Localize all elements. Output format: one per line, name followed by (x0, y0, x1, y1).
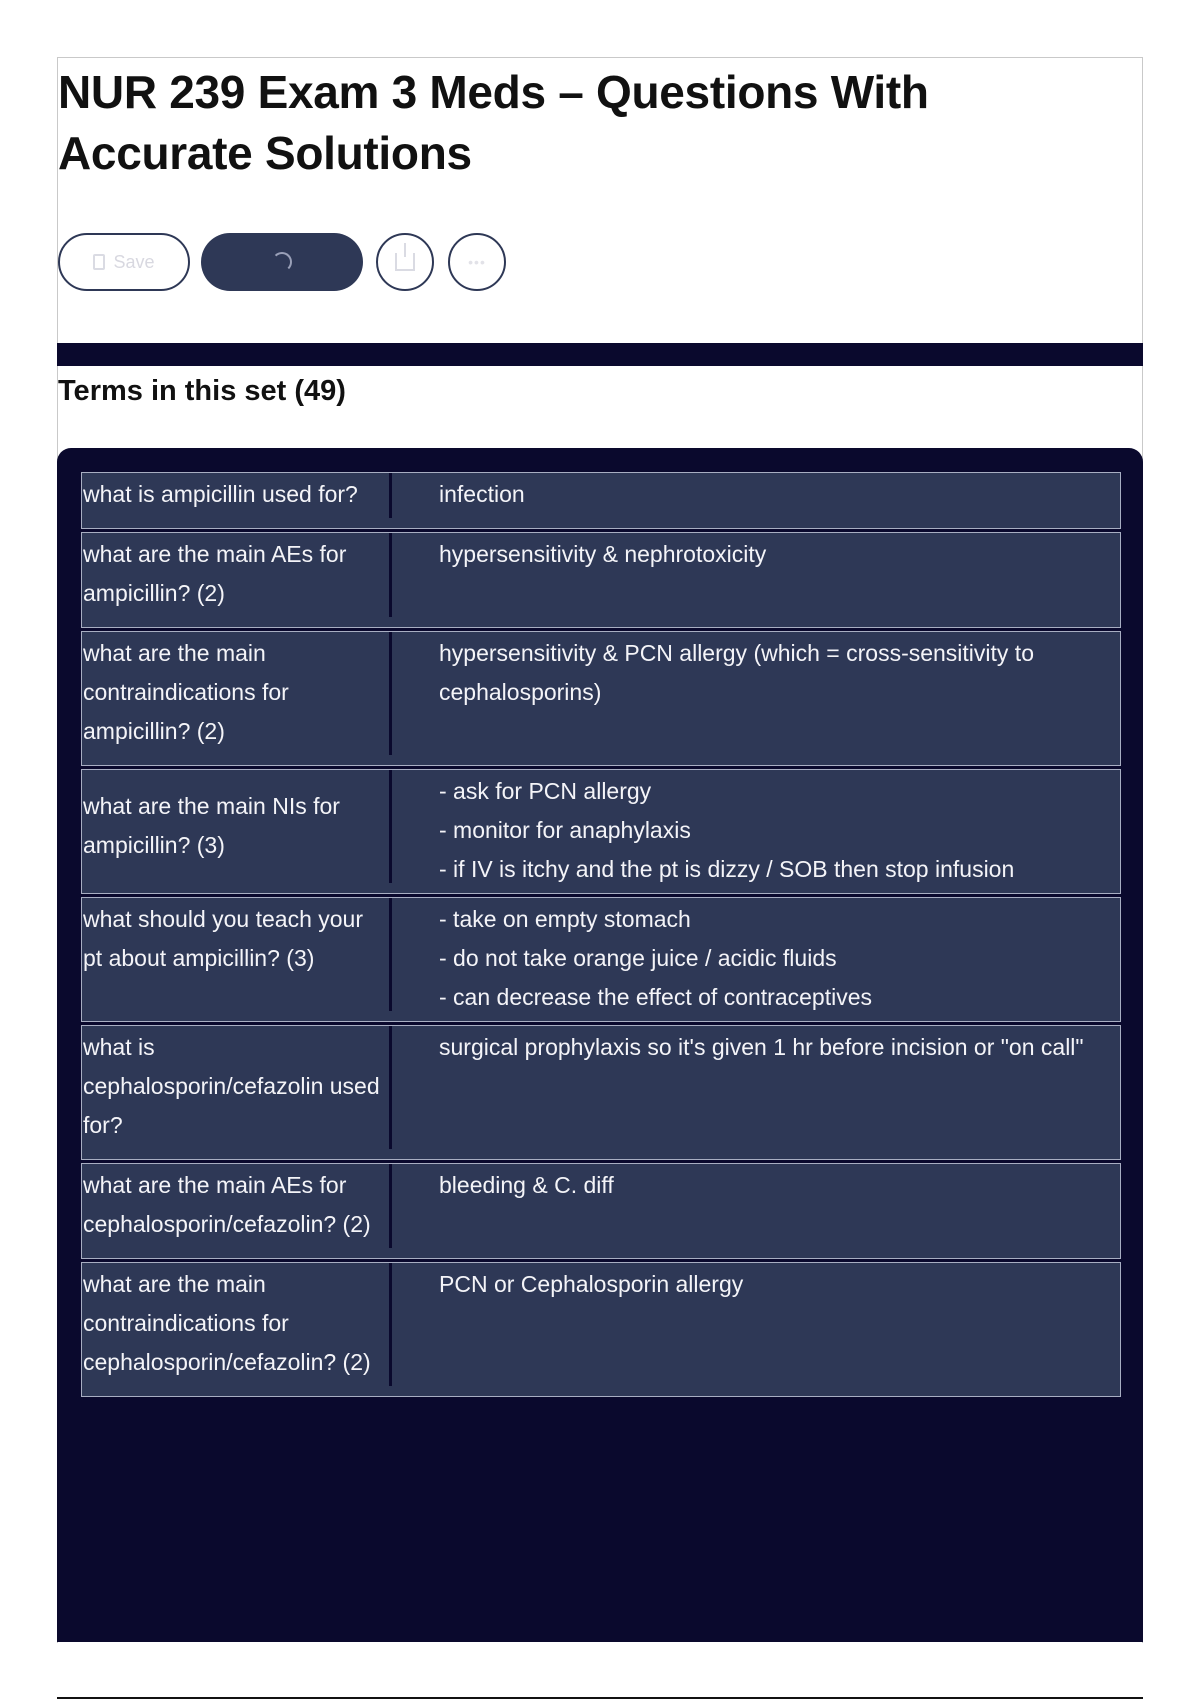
table-row (81, 1163, 1121, 1259)
term-cell: what are the main contraindications for cephalosporin/cefazolin? (2) (82, 1263, 392, 1386)
definition-cell: surgical prophylaxis so it's given 1 hr before incision or "on call" (439, 1034, 1084, 1060)
term-cell: what is cephalosporin/cefazolin used for? (82, 1026, 392, 1149)
table-row (81, 472, 1121, 529)
term-cell: what should you teach your pt about ampicillin? (3) (82, 898, 392, 1011)
bookmark-icon (93, 254, 105, 270)
definition-cell: - take on empty stomach - do not take orange juice / acidic fluids - can decrease the effect of contraceptives (439, 906, 872, 1010)
table-row (81, 532, 1121, 628)
term-cell: what are the main NIs for ampicillin? (3) (82, 770, 392, 883)
term-cell: what are the main AEs for ampicillin? (2) (82, 533, 392, 617)
definition-cell: hypersensitivity & PCN allergy (which = cross-sensitivity to cephalosporins) (439, 640, 1034, 705)
definition-cell: PCN or Cephalosporin allergy (439, 1271, 744, 1297)
save-button[interactable] (58, 233, 190, 291)
table-row (81, 1262, 1121, 1397)
definition-cell: - ask for PCN allergy - monitor for anaphylaxis - if IV is itchy and the pt is dizzy / SOB then stop infusion (439, 778, 1015, 882)
table-row (81, 631, 1121, 766)
term-cell: what are the main contraindications for ampicillin? (2) (82, 632, 392, 755)
table-row (81, 1025, 1121, 1160)
definition-cell: bleeding & C. diff (439, 1172, 614, 1198)
share-icon (395, 253, 415, 271)
share-button[interactable] (376, 233, 434, 291)
loading-spinner-icon (272, 252, 292, 272)
page-title: NUR 239 Exam 3 Meds – Questions With Accurate Solutions (58, 66, 929, 179)
save-button-label: Save (113, 251, 155, 272)
section-divider (57, 343, 1143, 366)
more-icon: ••• (468, 254, 486, 270)
terms-heading: Terms in this set (49) (58, 375, 346, 407)
more-options-button[interactable] (448, 233, 506, 291)
study-button[interactable] (201, 233, 363, 291)
definition-cell: infection (439, 481, 525, 507)
bottom-rule (57, 1697, 1143, 1699)
table-row (81, 897, 1121, 1022)
term-cell: what is ampicillin used for? (82, 473, 392, 518)
table-row (81, 769, 1121, 894)
terms-table (81, 472, 1121, 1400)
term-cell: what are the main AEs for cephalosporin/cefazolin? (2) (82, 1164, 392, 1248)
definition-cell: hypersensitivity & nephrotoxicity (439, 541, 767, 567)
